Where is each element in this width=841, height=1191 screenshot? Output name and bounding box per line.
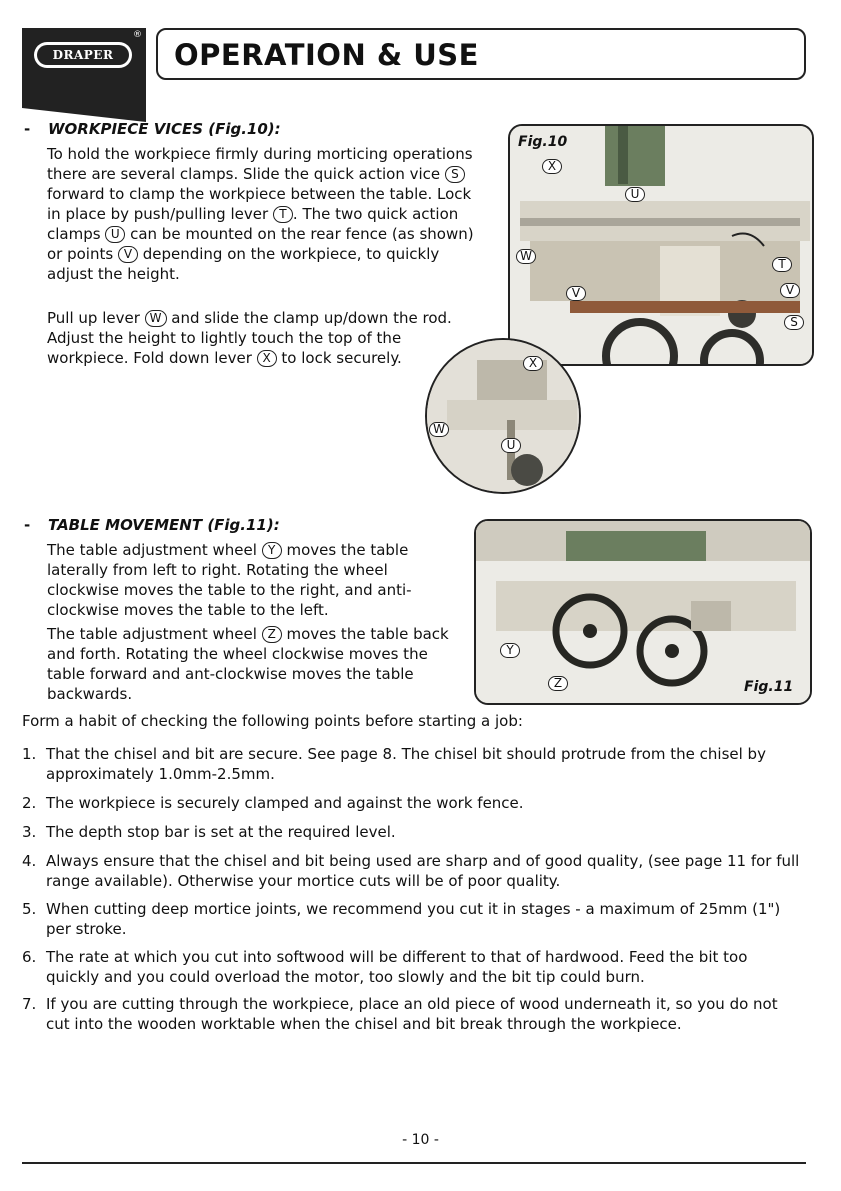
- part-label-badge: W: [145, 310, 167, 327]
- callout-x: X: [542, 159, 562, 174]
- checklist-item: [22, 744, 802, 784]
- checklist-item-text: That the chisel and bit are secure. See page 8. The chisel bit should protrude from the chisel by approximately 1.0mm-2.5mm.: [46, 745, 766, 783]
- footer-divider: [22, 1162, 806, 1164]
- section-dash-2: -: [24, 516, 31, 534]
- callout-y: Y: [500, 643, 520, 658]
- checklist-item-number: 2.: [22, 794, 37, 812]
- paragraph-text: and slide the clamp up/down the rod. Adjust the height to lightly touch the top of the workpiece. Fold down lever: [47, 309, 452, 367]
- logo-text: DRAPER: [37, 45, 129, 65]
- paragraph-text: Pull up lever: [47, 309, 145, 327]
- checklist-item: [22, 822, 802, 842]
- table-movement-paragraph-1: [47, 540, 447, 620]
- inset-callout-x: X: [523, 356, 543, 371]
- callout-z: Z: [548, 676, 568, 691]
- part-label-badge: Y: [262, 542, 282, 559]
- inset-callout-u: U: [501, 438, 521, 453]
- figure-11-photo: [474, 519, 812, 705]
- figure-10-photo: [508, 124, 814, 366]
- callout-v-left: V: [566, 286, 586, 301]
- checklist-item-text: The rate at which you cut into softwood will be different to that of hardwood. Feed the bit too quickly and you could overload the motor, too slowly and the bit tip could burn.: [46, 948, 748, 986]
- checklist-item-text: When cutting deep mortice joints, we recommend you cut it in stages - a maximum of 25mm (1") per stroke.: [46, 900, 781, 938]
- paragraph-text: to lock securely.: [276, 349, 402, 367]
- paragraph-text: forward to clamp the workpiece between the table. Lock in place by push/pulling lever: [47, 185, 472, 223]
- checklist-item-number: 5.: [22, 900, 37, 918]
- page-title: OPERATION & USE: [174, 38, 479, 72]
- paragraph-text: moves the table laterally from left to right. Rotating the wheel clockwise moves the table to the right, and anti-clockwise moves the table to the left.: [47, 541, 412, 619]
- checklist-item-text: Always ensure that the chisel and bit being used are sharp and of good quality, (see page 11 for full range available). Otherwise your mortice cuts will be of poor quality.: [46, 852, 800, 890]
- workpiece-vices-paragraph-2: [47, 308, 467, 368]
- paragraph-text: . The two quick action clamps: [47, 205, 459, 243]
- checklist-item: [22, 851, 802, 891]
- checklist-item-text: The depth stop bar is set at the required level.: [46, 823, 396, 841]
- section-dash: -: [24, 120, 31, 138]
- table-movement-paragraph-2: [47, 624, 457, 704]
- table-wheels-illustration: [476, 521, 810, 703]
- logo-pill: [34, 42, 132, 68]
- checklist-item-number: 6.: [22, 948, 37, 966]
- checklist-item: [22, 793, 802, 813]
- callout-v-right: V: [780, 283, 800, 298]
- callout-w: W: [516, 249, 536, 264]
- registered-mark: ®: [133, 30, 142, 40]
- checklist-item: [22, 899, 802, 939]
- paragraph-text: The table adjustment wheel: [47, 625, 262, 643]
- paragraph-text: To hold the workpiece firmly during morticing operations there are several clamps. Slide the quick action vice: [47, 145, 473, 183]
- part-label-badge: S: [445, 166, 465, 183]
- brand-logo: [22, 28, 146, 108]
- part-label-badge: U: [105, 226, 125, 243]
- callout-t: T: [772, 257, 792, 272]
- part-label-badge: V: [118, 246, 138, 263]
- paragraph-text: can be mounted on the rear fence (as shown) or points: [47, 225, 474, 263]
- page-number: - 10 -: [402, 1132, 439, 1148]
- callout-s: S: [784, 315, 804, 330]
- checklist-item-number: 1.: [22, 745, 37, 763]
- checklist-item-text: If you are cutting through the workpiece, place an old piece of wood underneath it, so you do not cut into the wooden worktable when the chisel and bit break through the workpiece.: [46, 995, 778, 1033]
- part-label-badge: X: [257, 350, 277, 367]
- paragraph-text: The table adjustment wheel: [47, 541, 262, 559]
- section-heading-workpiece-vices: WORKPIECE VICES (Fig.10):: [48, 120, 281, 138]
- figure-10-label: Fig.10: [518, 134, 568, 150]
- checklist-item-text: The workpiece is securely clamped and against the work fence.: [46, 794, 524, 812]
- paragraph-text: depending on the workpiece, to quickly adjust the height.: [47, 245, 440, 283]
- part-label-badge: Z: [262, 626, 282, 643]
- paragraph-text: moves the table back and forth. Rotating the wheel clockwise moves the table forward and ant-clockwise moves the table backwards.: [47, 625, 449, 703]
- callout-u: U: [625, 187, 645, 202]
- inset-callout-w: W: [429, 422, 449, 437]
- page-title-box: [156, 28, 806, 80]
- inset-clamp-illustration: [427, 340, 579, 492]
- checklist-item: [22, 947, 802, 987]
- checklist-intro: Form a habit of checking the following points before starting a job:: [22, 712, 523, 730]
- figure-10-inset: [425, 338, 581, 494]
- checklist-item: [22, 994, 802, 1034]
- checklist-item-number: 3.: [22, 823, 37, 841]
- figure-11-label: Fig.11: [744, 679, 794, 695]
- workpiece-vices-paragraph-1: [47, 144, 487, 284]
- section-heading-table-movement: TABLE MOVEMENT (Fig.11):: [48, 516, 280, 534]
- checklist-item-number: 4.: [22, 852, 37, 870]
- checklist-item-number: 7.: [22, 995, 37, 1013]
- part-label-badge: T: [273, 206, 293, 223]
